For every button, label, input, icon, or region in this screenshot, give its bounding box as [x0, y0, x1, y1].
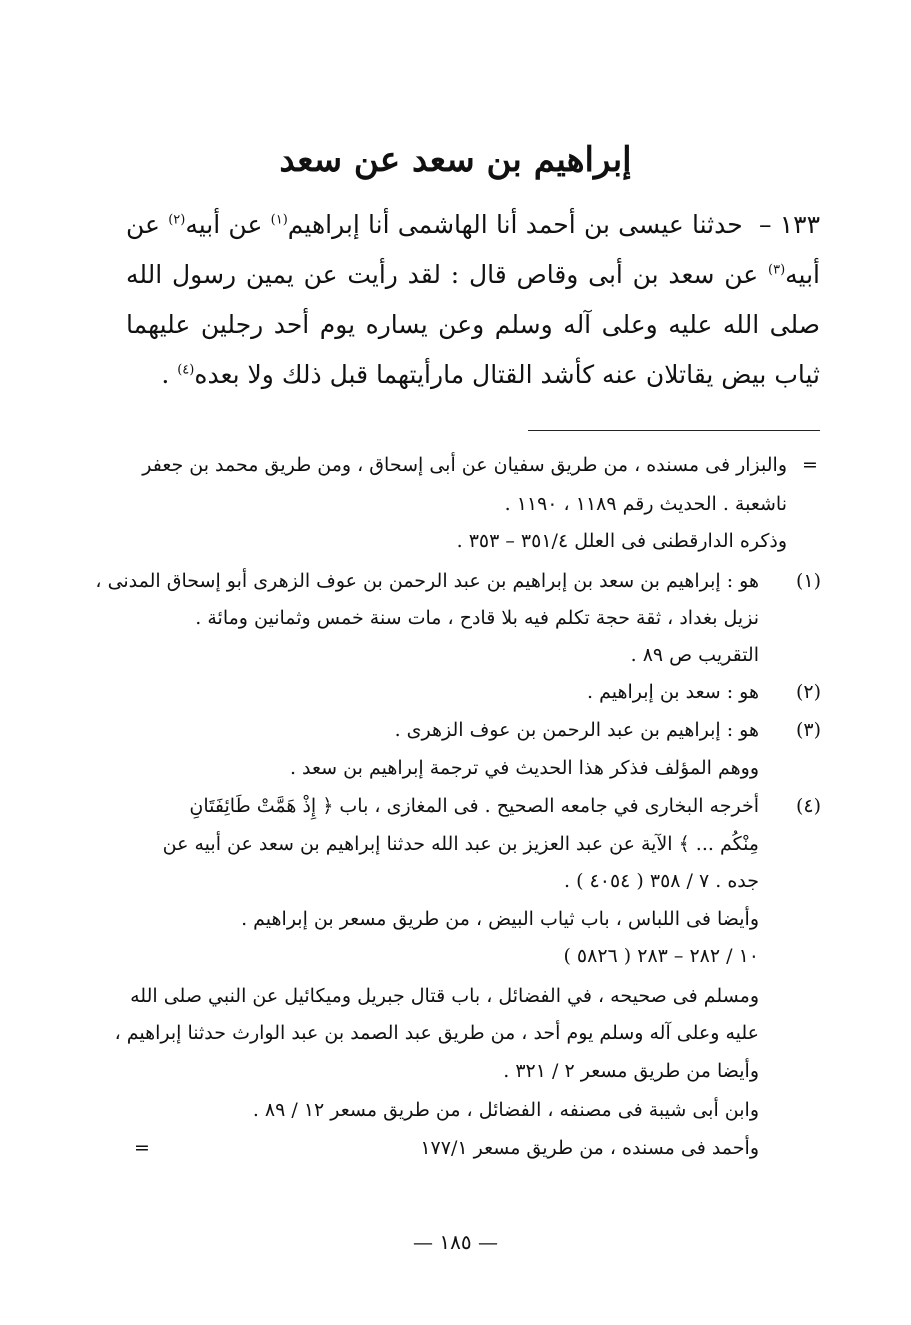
footnote-line: هو : إبراهيم بن عبد الرحمن بن عوف الزهرى .: [394, 719, 759, 741]
footnote-marker: (٣): [795, 719, 821, 741]
hadith-text: [126, 200, 820, 400]
footnote-line: هو : سعد بن إبراهيم .: [586, 681, 759, 703]
hadith-text-part: عن أبيه: [126, 210, 820, 289]
continuation-marker: =: [134, 1137, 150, 1159]
footnote-line: ناشعبة . الحديث رقم ١١٨٩ ، ١١٩٠ .: [504, 493, 787, 515]
footnote-line: وأحمد فى مسنده ، من طريق مسعر ١٧٧/١: [420, 1137, 759, 1159]
footnote-line: وابن أبى شيبة فى مصنفه ، الفضائل ، من طريق مسعر ١٢ / ٨٩ .: [252, 1099, 759, 1121]
footnote-marker: (٢): [795, 681, 821, 703]
hadith-text-part: عن سعد بن أبى وقاص قال : لقد رأيت عن يمين رسول الله صلى الله عليه وعلى آله وسلم وعن يساره يوم أحد رجلين عليهما ثياب بيض يقاتلان عنه كأشد القتال مارأيتهما قبل ذلك ولا بعده: [126, 260, 820, 389]
footnote-line: التقريب ص ٨٩ .: [630, 644, 759, 666]
footnote-line: ووهم المؤلف فذكر هذا الحديث في ترجمة إبراهيم بن سعد .: [289, 757, 759, 779]
footnote-line: وذكره الدارقطنى فى العلل ٣٥١/٤ – ٣٥٣ .: [456, 530, 787, 552]
footnote-ref: (٣): [768, 262, 786, 278]
footnote-line: مِنْكُم ... ﴾ الآية عن عبد العزيز بن عبد الله حدثنا إبراهيم بن سعد عن أبيه عن: [162, 833, 759, 855]
footnote-line: نزيل بغداد ، ثقة حجة تكلم فيه بلا قادح ، مات سنة خمس وثمانين ومائة .: [195, 607, 759, 629]
hadith-end: .: [161, 360, 170, 389]
footnote-line: عليه وعلى آله وسلم يوم أحد ، من طريق عبد الصمد بن عبد الوارث حدثنا إبراهيم ،: [114, 1022, 759, 1044]
section-title: إبراهيم بن سعد عن سعد: [279, 140, 632, 180]
footnote-ref: (٤): [177, 362, 195, 378]
footnote-line: والبزار فى مسنده ، من طريق سفيان عن أبى إسحاق ، ومن طريق محمد بن جعفر: [142, 454, 787, 476]
footnote-ref: (٢): [168, 212, 186, 228]
footnote-line: وأيضا فى اللباس ، باب ثياب البيض ، من طريق مسعر بن إبراهيم .: [241, 908, 759, 930]
continuation-marker: =: [802, 454, 818, 476]
footnote-line: جده . ٧ / ٣٥٨ ( ٤٠٥٤ ) .: [564, 870, 759, 892]
page-number: — ١٨٥ —: [413, 1230, 498, 1254]
footnote-ref: (١): [270, 212, 288, 228]
footnote-line: وأيضا من طريق مسعر ٢ / ٣٢١ .: [503, 1060, 759, 1082]
hadith-text-part: حدثنا عيسى بن أحمد أنا الهاشمى أنا إبراهيم: [287, 210, 743, 239]
hadith-text-part: عن أبيه: [185, 210, 263, 239]
footnote-separator: [528, 430, 820, 431]
footnote-line: أخرجه البخارى في جامعه الصحيح . فى المغازى ، باب ﴿ إِذْ هَمَّتْ طَائِفَتَانِ: [189, 795, 759, 817]
footnote-marker: (٤): [795, 795, 821, 817]
footnote-line: ١٠ / ٢٨٢ – ٢٨٣ ( ٥٨٢٦ ): [563, 945, 759, 967]
footnote-marker: (١): [795, 570, 821, 592]
footnote-line: هو : إبراهيم بن سعد بن إبراهيم بن عبد الرحمن بن عوف الزهرى أبو إسحاق المدنى ،: [95, 570, 759, 592]
hadith-number: ١٣٣ –: [758, 210, 821, 239]
footnote-line: ومسلم فى صحيحه ، في الفضائل ، باب قتال جبريل وميكائيل عن النبي صلى الله: [130, 985, 759, 1007]
